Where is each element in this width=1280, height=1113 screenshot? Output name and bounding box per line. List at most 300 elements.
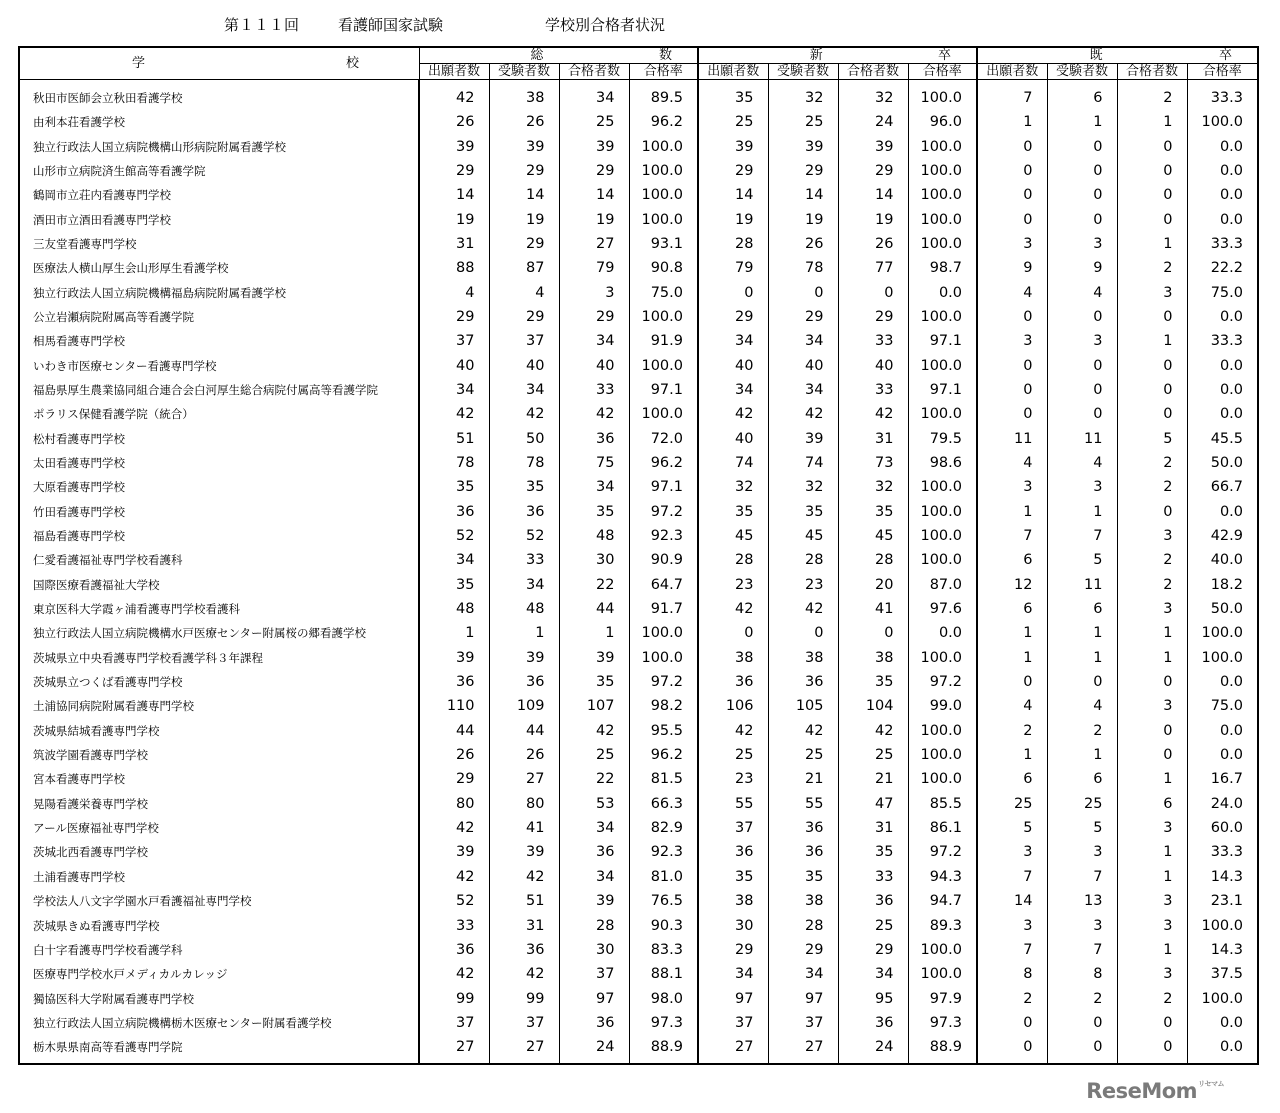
total-pass-rate-cell: 96.2	[629, 451, 698, 475]
past-applicants-cell: 3	[977, 913, 1047, 937]
total-passers-cell: 34	[559, 475, 629, 499]
new-examinees-cell: 36	[768, 670, 838, 694]
group-header-new-right: 卒	[937, 48, 951, 63]
school-name: 学校法人八文字学園水戸看護福祉専門学校	[19, 889, 419, 913]
new-examinees-cell: 34	[768, 378, 838, 402]
total-pass-rate-cell: 100.0	[629, 183, 698, 207]
new-pass-rate-cell: 0.0	[908, 280, 977, 304]
total-examinees-cell: 14	[489, 183, 559, 207]
school-header-left: 学	[132, 56, 146, 71]
past-passers-cell: 1	[1117, 840, 1187, 864]
total-passers-cell: 40	[559, 353, 629, 377]
past-applicants-cell: 4	[977, 694, 1047, 718]
school-name: 独立行政法人国立病院機構水戸医療センター附属桜の郷看護学校	[19, 621, 419, 645]
total-passers-cell: 29	[559, 305, 629, 329]
new-pass-rate-cell: 100.0	[908, 353, 977, 377]
total-examinees-cell: 42	[489, 402, 559, 426]
total-examinees-cell: 29	[489, 305, 559, 329]
past-pass-rate-cell: 0.0	[1187, 159, 1258, 183]
school-name: 相馬看護専門学校	[19, 329, 419, 353]
past-examinees-cell: 4	[1047, 451, 1117, 475]
total-pass-rate-cell: 97.1	[629, 475, 698, 499]
new-passers-cell: 0	[838, 280, 908, 304]
past-pass-rate-cell: 0.0	[1187, 353, 1258, 377]
past-applicants-cell: 0	[977, 378, 1047, 402]
new-pass-rate-cell: 0.0	[908, 621, 977, 645]
new-passers-cell: 31	[838, 816, 908, 840]
school-name: 酒田市立酒田看護専門学校	[19, 207, 419, 231]
total-passers-cell: 25	[559, 743, 629, 767]
total-pass-rate-cell: 100.0	[629, 353, 698, 377]
past-passers-cell: 1	[1117, 621, 1187, 645]
new-pass-rate-cell: 100.0	[908, 232, 977, 256]
watermark-brand: ReseMom	[1086, 1079, 1198, 1103]
new-passers-cell: 29	[838, 305, 908, 329]
past-passers-cell: 2	[1117, 475, 1187, 499]
total-applicants-cell: 51	[419, 426, 489, 450]
total-examinees-cell: 31	[489, 913, 559, 937]
total-examinees-cell: 34	[489, 378, 559, 402]
total-applicants-cell: 52	[419, 524, 489, 548]
total-applicants-cell: 19	[419, 207, 489, 231]
school-name: 独立行政法人国立病院機構福島病院附属看護学校	[19, 280, 419, 304]
past-applicants-cell: 6	[977, 597, 1047, 621]
new-examinees-cell: 34	[768, 329, 838, 353]
new-examinees-cell: 35	[768, 500, 838, 524]
new-applicants-cell: 28	[698, 232, 768, 256]
total-passers-cell: 22	[559, 573, 629, 597]
past-applicants-cell: 3	[977, 475, 1047, 499]
school-name: 茨城県立つくば看護専門学校	[19, 670, 419, 694]
school-name: 宮本看護専門学校	[19, 767, 419, 791]
total-passers-cell: 30	[559, 938, 629, 962]
new-pass-rate-cell: 99.0	[908, 694, 977, 718]
past-passers-cell: 3	[1117, 962, 1187, 986]
table-row	[19, 353, 1258, 377]
school-name: 茨城県立中央看護専門学校看護学科３年課程	[19, 646, 419, 670]
total-passers-cell: 25	[559, 110, 629, 134]
past-examinees-cell: 0	[1047, 134, 1117, 158]
new-applicants-cell: 40	[698, 426, 768, 450]
past-applicants-cell: 1	[977, 743, 1047, 767]
new-passers-cell: 25	[838, 743, 908, 767]
group-header-new-graduates	[698, 47, 977, 64]
total-passers-cell: 19	[559, 207, 629, 231]
total-passers-cell: 34	[559, 865, 629, 889]
past-passers-cell: 0	[1117, 305, 1187, 329]
new-applicants-cell: 39	[698, 134, 768, 158]
total-pass-rate-cell: 66.3	[629, 792, 698, 816]
new-examinees-cell: 25	[768, 743, 838, 767]
total-applicants-cell: 29	[419, 159, 489, 183]
new-applicants-cell: 34	[698, 962, 768, 986]
table-row	[19, 80, 1258, 111]
school-name: 独立行政法人国立病院機構山形病院附属看護学校	[19, 134, 419, 158]
total-pass-rate-cell: 100.0	[629, 402, 698, 426]
new-applicants-cell: 74	[698, 451, 768, 475]
new-examinees-cell: 29	[768, 159, 838, 183]
table-row	[19, 597, 1258, 621]
total-applicants-cell: 37	[419, 1011, 489, 1035]
past-pass-rate-cell: 40.0	[1187, 548, 1258, 572]
new-pass-rate-cell: 85.5	[908, 792, 977, 816]
past-passers-cell: 2	[1117, 451, 1187, 475]
past-pass-rate-cell: 33.3	[1187, 840, 1258, 864]
table-row	[19, 500, 1258, 524]
total-applicants-cell: 78	[419, 451, 489, 475]
new-examinees-cell: 32	[768, 80, 838, 111]
new-applicants-cell: 34	[698, 329, 768, 353]
column-header-past-applicants: 出願者数	[977, 64, 1047, 80]
past-examinees-cell: 0	[1047, 1011, 1117, 1035]
new-pass-rate-cell: 100.0	[908, 402, 977, 426]
total-applicants-cell: 4	[419, 280, 489, 304]
total-examinees-cell: 35	[489, 475, 559, 499]
new-pass-rate-cell: 98.6	[908, 451, 977, 475]
past-applicants-cell: 1	[977, 621, 1047, 645]
total-pass-rate-cell: 81.5	[629, 767, 698, 791]
past-applicants-cell: 11	[977, 426, 1047, 450]
total-pass-rate-cell: 97.2	[629, 670, 698, 694]
past-passers-cell: 2	[1117, 573, 1187, 597]
total-examinees-cell: 36	[489, 938, 559, 962]
past-pass-rate-cell: 60.0	[1187, 816, 1258, 840]
past-passers-cell: 6	[1117, 792, 1187, 816]
new-passers-cell: 19	[838, 207, 908, 231]
total-applicants-cell: 42	[419, 865, 489, 889]
school-name: いわき市医療センター看護専門学校	[19, 353, 419, 377]
past-examinees-cell: 6	[1047, 597, 1117, 621]
total-passers-cell: 1	[559, 621, 629, 645]
new-examinees-cell: 28	[768, 548, 838, 572]
new-passers-cell: 24	[838, 1035, 908, 1064]
total-applicants-cell: 40	[419, 353, 489, 377]
new-pass-rate-cell: 100.0	[908, 500, 977, 524]
past-examinees-cell: 0	[1047, 402, 1117, 426]
new-examinees-cell: 29	[768, 305, 838, 329]
past-applicants-cell: 0	[977, 305, 1047, 329]
new-applicants-cell: 106	[698, 694, 768, 718]
total-applicants-cell: 39	[419, 646, 489, 670]
past-examinees-cell: 5	[1047, 816, 1117, 840]
past-pass-rate-cell: 0.0	[1187, 500, 1258, 524]
new-passers-cell: 35	[838, 500, 908, 524]
table-row	[19, 621, 1258, 645]
total-passers-cell: 14	[559, 183, 629, 207]
school-name: 土浦協同病院附属看護専門学校	[19, 694, 419, 718]
total-applicants-cell: 34	[419, 378, 489, 402]
past-examinees-cell: 3	[1047, 913, 1117, 937]
new-applicants-cell: 34	[698, 378, 768, 402]
group-header-total-left: 総	[530, 48, 544, 63]
total-examinees-cell: 42	[489, 865, 559, 889]
new-applicants-cell: 38	[698, 646, 768, 670]
total-examinees-cell: 87	[489, 256, 559, 280]
total-applicants-cell: 27	[419, 1035, 489, 1064]
new-passers-cell: 28	[838, 548, 908, 572]
past-passers-cell: 3	[1117, 889, 1187, 913]
past-passers-cell: 5	[1117, 426, 1187, 450]
exam-name: 看護師国家試験	[338, 16, 444, 34]
new-examinees-cell: 0	[768, 280, 838, 304]
new-examinees-cell: 105	[768, 694, 838, 718]
new-pass-rate-cell: 97.1	[908, 378, 977, 402]
new-passers-cell: 36	[838, 889, 908, 913]
table-row	[19, 475, 1258, 499]
past-passers-cell: 0	[1117, 183, 1187, 207]
past-passers-cell: 0	[1117, 353, 1187, 377]
table-row	[19, 329, 1258, 353]
past-passers-cell: 0	[1117, 378, 1187, 402]
school-name: 福島県厚生農業協同組合連合会白河厚生総合病院付属高等看護学院	[19, 378, 419, 402]
past-passers-cell: 0	[1117, 207, 1187, 231]
total-pass-rate-cell: 92.3	[629, 524, 698, 548]
past-pass-rate-cell: 0.0	[1187, 743, 1258, 767]
total-applicants-cell: 48	[419, 597, 489, 621]
past-examinees-cell: 1	[1047, 110, 1117, 134]
new-passers-cell: 0	[838, 621, 908, 645]
table-row	[19, 207, 1258, 231]
new-passers-cell: 29	[838, 938, 908, 962]
document-title	[0, 14, 1280, 38]
school-name: 鶴岡市立荘内看護専門学校	[19, 183, 419, 207]
past-applicants-cell: 7	[977, 524, 1047, 548]
new-pass-rate-cell: 100.0	[908, 548, 977, 572]
school-name: 茨城北西看護専門学校	[19, 840, 419, 864]
past-pass-rate-cell: 0.0	[1187, 670, 1258, 694]
new-passers-cell: 26	[838, 232, 908, 256]
total-passers-cell: 48	[559, 524, 629, 548]
table-row	[19, 548, 1258, 572]
total-pass-rate-cell: 97.3	[629, 1011, 698, 1035]
past-examinees-cell: 5	[1047, 548, 1117, 572]
school-name: 医療法人横山厚生会山形厚生看護学校	[19, 256, 419, 280]
past-pass-rate-cell: 42.9	[1187, 524, 1258, 548]
table-row	[19, 426, 1258, 450]
total-passers-cell: 29	[559, 159, 629, 183]
new-passers-cell: 33	[838, 865, 908, 889]
past-pass-rate-cell: 100.0	[1187, 646, 1258, 670]
total-applicants-cell: 34	[419, 548, 489, 572]
past-examinees-cell: 1	[1047, 646, 1117, 670]
new-examinees-cell: 40	[768, 353, 838, 377]
column-header-past-examinees: 受験者数	[1047, 64, 1117, 80]
school-name: 白十字看護専門学校看護学科	[19, 938, 419, 962]
table-row	[19, 646, 1258, 670]
new-passers-cell: 42	[838, 719, 908, 743]
new-examinees-cell: 37	[768, 1011, 838, 1035]
total-pass-rate-cell: 88.9	[629, 1035, 698, 1064]
total-pass-rate-cell: 98.2	[629, 694, 698, 718]
total-passers-cell: 34	[559, 80, 629, 111]
total-applicants-cell: 36	[419, 938, 489, 962]
total-examinees-cell: 37	[489, 329, 559, 353]
new-passers-cell: 25	[838, 913, 908, 937]
past-passers-cell: 0	[1117, 1035, 1187, 1064]
school-name: 晃陽看護栄養専門学校	[19, 792, 419, 816]
school-name: 三友堂看護専門学校	[19, 232, 419, 256]
total-applicants-cell: 52	[419, 889, 489, 913]
past-pass-rate-cell: 33.3	[1187, 329, 1258, 353]
new-passers-cell: 35	[838, 840, 908, 864]
new-pass-rate-cell: 97.1	[908, 329, 977, 353]
past-pass-rate-cell: 0.0	[1187, 207, 1258, 231]
table-row	[19, 767, 1258, 791]
total-pass-rate-cell: 100.0	[629, 305, 698, 329]
column-header-total-applicants: 出願者数	[419, 64, 489, 80]
table-row	[19, 889, 1258, 913]
table-row	[19, 305, 1258, 329]
table-row	[19, 694, 1258, 718]
total-passers-cell: 37	[559, 962, 629, 986]
total-examinees-cell: 37	[489, 1011, 559, 1035]
total-passers-cell: 27	[559, 232, 629, 256]
past-examinees-cell: 6	[1047, 767, 1117, 791]
table-row	[19, 840, 1258, 864]
total-examinees-cell: 26	[489, 110, 559, 134]
past-applicants-cell: 7	[977, 865, 1047, 889]
column-header-total-examinees: 受験者数	[489, 64, 559, 80]
total-applicants-cell: 14	[419, 183, 489, 207]
table-row	[19, 451, 1258, 475]
total-pass-rate-cell: 90.3	[629, 913, 698, 937]
past-passers-cell: 0	[1117, 1011, 1187, 1035]
new-examinees-cell: 19	[768, 207, 838, 231]
total-examinees-cell: 50	[489, 426, 559, 450]
total-pass-rate-cell: 89.5	[629, 80, 698, 111]
new-passers-cell: 41	[838, 597, 908, 621]
table-subtitle: 学校別合格者状況	[545, 16, 666, 34]
new-applicants-cell: 19	[698, 207, 768, 231]
new-examinees-cell: 97	[768, 986, 838, 1010]
school-name: 医療専門学校水戸メディカルカレッジ	[19, 962, 419, 986]
new-applicants-cell: 32	[698, 475, 768, 499]
total-passers-cell: 39	[559, 889, 629, 913]
past-examinees-cell: 3	[1047, 475, 1117, 499]
past-pass-rate-cell: 0.0	[1187, 719, 1258, 743]
new-examinees-cell: 45	[768, 524, 838, 548]
new-applicants-cell: 28	[698, 548, 768, 572]
past-passers-cell: 1	[1117, 110, 1187, 134]
past-pass-rate-cell: 22.2	[1187, 256, 1258, 280]
total-passers-cell: 97	[559, 986, 629, 1010]
new-applicants-cell: 79	[698, 256, 768, 280]
total-examinees-cell: 27	[489, 1035, 559, 1064]
past-passers-cell: 3	[1117, 597, 1187, 621]
total-applicants-cell: 42	[419, 402, 489, 426]
table-row	[19, 962, 1258, 986]
total-applicants-cell: 29	[419, 767, 489, 791]
total-examinees-cell: 51	[489, 889, 559, 913]
past-passers-cell: 2	[1117, 986, 1187, 1010]
column-header-new-applicants: 出願者数	[698, 64, 768, 80]
total-passers-cell: 79	[559, 256, 629, 280]
total-passers-cell: 24	[559, 1035, 629, 1064]
total-applicants-cell: 1	[419, 621, 489, 645]
total-passers-cell: 42	[559, 719, 629, 743]
total-passers-cell: 36	[559, 1011, 629, 1035]
past-passers-cell: 3	[1117, 694, 1187, 718]
total-examinees-cell: 39	[489, 646, 559, 670]
past-applicants-cell: 6	[977, 548, 1047, 572]
total-applicants-cell: 37	[419, 329, 489, 353]
total-passers-cell: 34	[559, 329, 629, 353]
table-row	[19, 378, 1258, 402]
school-name: ポラリス保健看護学院（統合）	[19, 402, 419, 426]
past-applicants-cell: 3	[977, 329, 1047, 353]
past-examinees-cell: 2	[1047, 719, 1117, 743]
new-examinees-cell: 38	[768, 889, 838, 913]
total-examinees-cell: 109	[489, 694, 559, 718]
total-pass-rate-cell: 100.0	[629, 621, 698, 645]
past-applicants-cell: 5	[977, 816, 1047, 840]
table-header	[19, 47, 1258, 80]
total-pass-rate-cell: 96.2	[629, 743, 698, 767]
total-pass-rate-cell: 64.7	[629, 573, 698, 597]
past-passers-cell: 1	[1117, 767, 1187, 791]
past-pass-rate-cell: 100.0	[1187, 986, 1258, 1010]
new-pass-rate-cell: 88.9	[908, 1035, 977, 1064]
total-passers-cell: 3	[559, 280, 629, 304]
past-passers-cell: 3	[1117, 280, 1187, 304]
new-applicants-cell: 35	[698, 500, 768, 524]
new-pass-rate-cell: 100.0	[908, 475, 977, 499]
new-examinees-cell: 28	[768, 913, 838, 937]
new-passers-cell: 24	[838, 110, 908, 134]
new-passers-cell: 14	[838, 183, 908, 207]
past-passers-cell: 0	[1117, 500, 1187, 524]
new-passers-cell: 21	[838, 767, 908, 791]
total-applicants-cell: 31	[419, 232, 489, 256]
new-passers-cell: 35	[838, 670, 908, 694]
school-name: 獨協医科大学附属看護専門学校	[19, 986, 419, 1010]
past-examinees-cell: 3	[1047, 232, 1117, 256]
school-name: 仁愛看護福祉専門学校看護科	[19, 548, 419, 572]
new-passers-cell: 32	[838, 80, 908, 111]
past-examinees-cell: 1	[1047, 500, 1117, 524]
new-passers-cell: 20	[838, 573, 908, 597]
past-pass-rate-cell: 24.0	[1187, 792, 1258, 816]
total-examinees-cell: 41	[489, 816, 559, 840]
new-applicants-cell: 42	[698, 402, 768, 426]
total-passers-cell: 30	[559, 548, 629, 572]
new-examinees-cell: 29	[768, 938, 838, 962]
new-examinees-cell: 36	[768, 840, 838, 864]
past-examinees-cell: 0	[1047, 378, 1117, 402]
new-applicants-cell: 37	[698, 816, 768, 840]
total-passers-cell: 75	[559, 451, 629, 475]
past-applicants-cell: 0	[977, 207, 1047, 231]
column-header-past-pass-rate: 合格率	[1187, 64, 1258, 80]
total-passers-cell: 39	[559, 646, 629, 670]
school-name: 竹田看護専門学校	[19, 500, 419, 524]
past-passers-cell: 3	[1117, 913, 1187, 937]
total-passers-cell: 42	[559, 402, 629, 426]
total-examinees-cell: 48	[489, 597, 559, 621]
total-passers-cell: 44	[559, 597, 629, 621]
past-applicants-cell: 0	[977, 1011, 1047, 1035]
new-examinees-cell: 34	[768, 962, 838, 986]
resemom-watermark	[1086, 1079, 1224, 1103]
group-header-past-right: 卒	[1218, 48, 1232, 63]
past-examinees-cell: 3	[1047, 840, 1117, 864]
total-passers-cell: 33	[559, 378, 629, 402]
new-passers-cell: 104	[838, 694, 908, 718]
total-passers-cell: 35	[559, 670, 629, 694]
past-applicants-cell: 3	[977, 840, 1047, 864]
school-name: 公立岩瀬病院附属高等看護学院	[19, 305, 419, 329]
total-passers-cell: 36	[559, 426, 629, 450]
